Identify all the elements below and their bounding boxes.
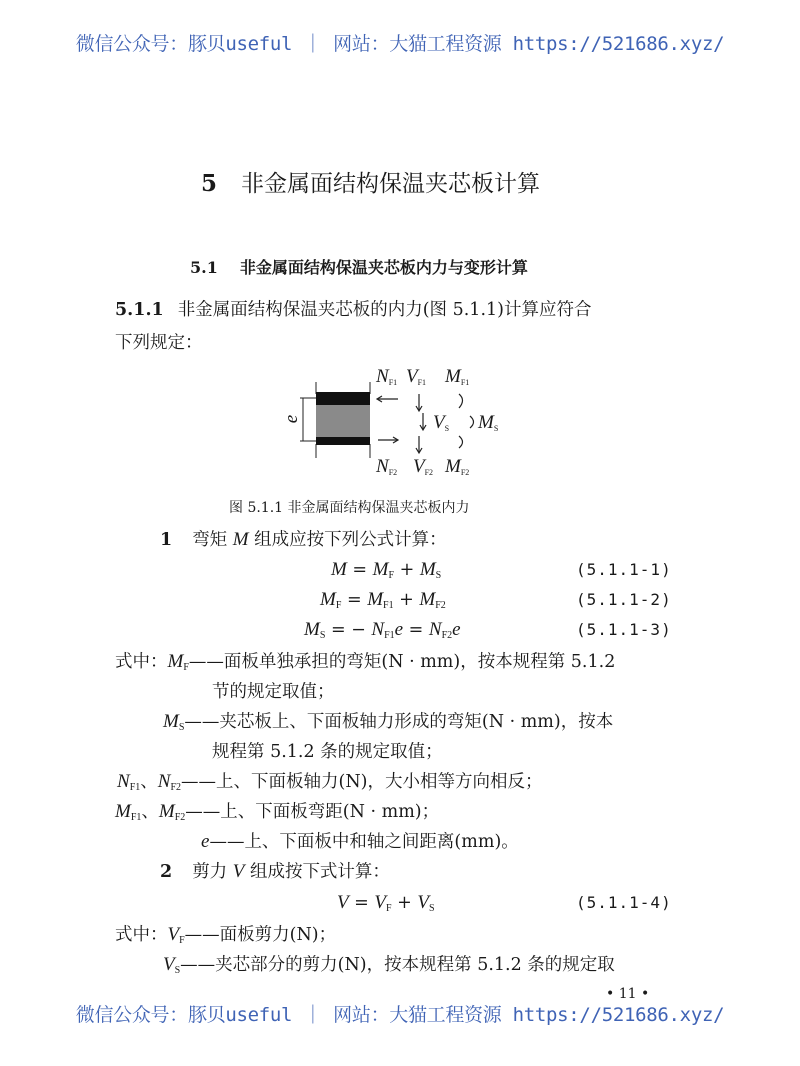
math-symbol: V xyxy=(417,892,429,913)
definition-line xyxy=(115,924,336,952)
subscript: S xyxy=(444,424,450,433)
math-symbol: V xyxy=(374,892,387,913)
subscript: F1 xyxy=(130,812,142,823)
text-run: 规程第 5.1.2 条的规定取值； xyxy=(212,742,443,762)
math-symbol: V xyxy=(337,892,349,913)
watermark-bottom: 微信公众号：豚贝useful ｜ 网站：大猫工程资源 https://521686.xyz/ xyxy=(75,1004,725,1026)
subscript: F xyxy=(179,935,185,946)
label-vf1 xyxy=(406,366,426,388)
math-symbol: V xyxy=(167,924,180,945)
text-run: = − xyxy=(325,620,372,640)
label-vf2 xyxy=(413,456,433,478)
text-run: = xyxy=(403,620,429,640)
math-symbol: e xyxy=(452,619,461,640)
item-2 xyxy=(160,861,390,883)
math-symbol: M xyxy=(445,456,461,477)
subscript: S xyxy=(435,570,442,581)
watermark-top: 微信公众号：豚贝useful ｜ 网站：大猫工程资源 https://521686.xyz/ xyxy=(75,33,725,55)
text-run: 、 xyxy=(140,772,158,792)
equation-1-number: (5.1.1-1) xyxy=(576,560,672,579)
math-symbol: M xyxy=(478,412,494,433)
equation-3-number: (5.1.1-3) xyxy=(576,620,672,639)
math-symbol: V xyxy=(433,412,445,433)
subscript: F1 xyxy=(417,378,427,387)
subscript: F2 xyxy=(388,468,398,477)
math-symbol: N xyxy=(117,771,130,792)
math-symbol: M xyxy=(372,559,389,580)
equation-4-number: (5.1.1-4) xyxy=(576,893,672,912)
text-run: = xyxy=(341,590,368,610)
text-run: = xyxy=(346,560,373,580)
definition-line xyxy=(115,651,615,679)
equation-3 xyxy=(304,619,461,647)
subscript: F1 xyxy=(383,600,394,611)
equation-2 xyxy=(320,589,446,617)
math-symbol: M xyxy=(419,589,436,610)
text-run: 弯矩 xyxy=(192,530,233,550)
item-2-text xyxy=(192,862,390,882)
item-1 xyxy=(160,529,447,551)
math-symbol: V xyxy=(232,861,245,882)
math-symbol: M xyxy=(367,589,384,610)
clause-line-1 xyxy=(115,299,591,321)
item-1-number: 1 xyxy=(160,530,173,550)
math-symbol: M xyxy=(419,559,436,580)
definition-line xyxy=(163,711,613,739)
math-symbol: N xyxy=(428,619,442,640)
math-symbol: M xyxy=(115,801,131,822)
text-run: ——夹芯部分的剪力(N)，按本规程第 5.1.2 条的规定取 xyxy=(180,955,615,975)
label-mf1 xyxy=(445,366,469,388)
text-run: ——夹芯板上、下面板轴力形成的弯矩(N · mm)，按本 xyxy=(184,712,614,732)
clause-line-2: 下列规定： xyxy=(115,333,203,353)
chapter-heading xyxy=(201,170,540,198)
equation-1 xyxy=(331,559,441,587)
math-symbol: M xyxy=(158,801,175,822)
item-1-text xyxy=(192,530,446,550)
equation-2-number: (5.1.1-2) xyxy=(576,590,672,609)
subscript: F2 xyxy=(424,468,434,477)
math-symbol: N xyxy=(376,366,389,387)
math-symbol: N xyxy=(371,619,385,640)
definition-line xyxy=(201,831,519,853)
subscript: F xyxy=(335,600,342,611)
subscript: S xyxy=(174,965,181,976)
text-run: + xyxy=(391,893,418,913)
math-symbol: e xyxy=(201,831,210,852)
subscript: S xyxy=(178,722,185,733)
chapter-title: 非金属面结构保温夹芯板计算 xyxy=(241,171,541,197)
clause-text: 非金属面结构保温夹芯板的内力(图 5.1.1)计算应符合 xyxy=(177,300,592,320)
text-run: 式中： xyxy=(115,652,168,672)
text-run: ——上、下面板轴力(N)，大小相等方向相反； xyxy=(181,772,543,792)
math-symbol: V xyxy=(406,366,418,387)
definition-line xyxy=(115,801,439,829)
equation-4 xyxy=(337,892,435,920)
label-ms xyxy=(478,412,498,434)
math-symbol: M xyxy=(320,589,336,610)
text-run: ——面板单独承担的弯矩(N · mm)，按本规程第 5.1.2 xyxy=(188,652,616,672)
subscript: F1 xyxy=(460,378,470,387)
definition-line xyxy=(212,681,335,703)
label-mf2 xyxy=(445,456,469,478)
item-2-number: 2 xyxy=(160,862,173,882)
section-heading xyxy=(190,257,528,279)
text-run: = xyxy=(348,893,375,913)
section-number: 5.1 xyxy=(190,258,218,277)
subscript: F xyxy=(388,570,395,581)
subscript: F1 xyxy=(388,378,398,387)
text-run: 剪力 xyxy=(192,862,233,882)
math-symbol: M xyxy=(304,619,320,640)
math-symbol: M xyxy=(163,711,179,732)
math-symbol: N xyxy=(376,456,389,477)
math-symbol: M xyxy=(331,559,347,580)
math-symbol: M xyxy=(167,651,184,672)
label-vs xyxy=(433,412,449,434)
label-nf1 xyxy=(376,366,397,388)
text-run: 组成应按下列公式计算： xyxy=(248,530,447,550)
text-run: + xyxy=(393,590,420,610)
math-symbol: M xyxy=(445,366,461,387)
text-run: ——面板剪力(N)； xyxy=(184,925,337,945)
definition-line xyxy=(163,954,615,982)
chapter-number: 5 xyxy=(201,170,218,197)
math-symbol: N xyxy=(157,771,171,792)
definition-line xyxy=(212,741,443,763)
math-symbol: V xyxy=(413,456,425,477)
figure-internal-forces xyxy=(280,360,520,480)
math-symbol: e xyxy=(281,414,303,424)
text-run: 式中： xyxy=(115,925,168,945)
subscript: F1 xyxy=(384,630,395,641)
section-title: 非金属面结构保温夹芯板内力与变形计算 xyxy=(239,258,528,277)
text-run: ——上、下面板弯距(N · mm)； xyxy=(185,802,440,822)
figure-caption: 图 5.1.1 非金属面结构保温夹芯板内力 xyxy=(229,500,470,516)
subscript: S xyxy=(428,903,435,914)
page-number: • 11 • xyxy=(606,986,650,1002)
text-run: 节的规定取值； xyxy=(212,682,335,702)
text-run: 、 xyxy=(141,802,159,822)
subscript: F2 xyxy=(441,630,453,641)
subscript: F2 xyxy=(170,782,181,793)
subscript: F xyxy=(386,903,392,914)
subscript: F2 xyxy=(174,812,186,823)
text-run: + xyxy=(394,560,420,580)
subscript: S xyxy=(319,630,326,641)
label-nf2 xyxy=(376,456,397,478)
subscript: F2 xyxy=(435,600,446,611)
subscript: F2 xyxy=(460,468,470,477)
subscript: F1 xyxy=(129,782,141,793)
subscript: S xyxy=(493,424,499,433)
label-e xyxy=(281,415,303,423)
text-run: ——上、下面板中和轴之间距离(mm)。 xyxy=(209,832,519,852)
clause-number: 5.1.1 xyxy=(115,300,164,320)
math-symbol: e xyxy=(394,619,404,640)
text-run: 组成按下式计算： xyxy=(244,862,390,882)
math-symbol: M xyxy=(232,529,249,550)
subscript: F xyxy=(183,662,189,673)
definition-line xyxy=(117,771,542,799)
math-symbol: V xyxy=(163,954,175,975)
